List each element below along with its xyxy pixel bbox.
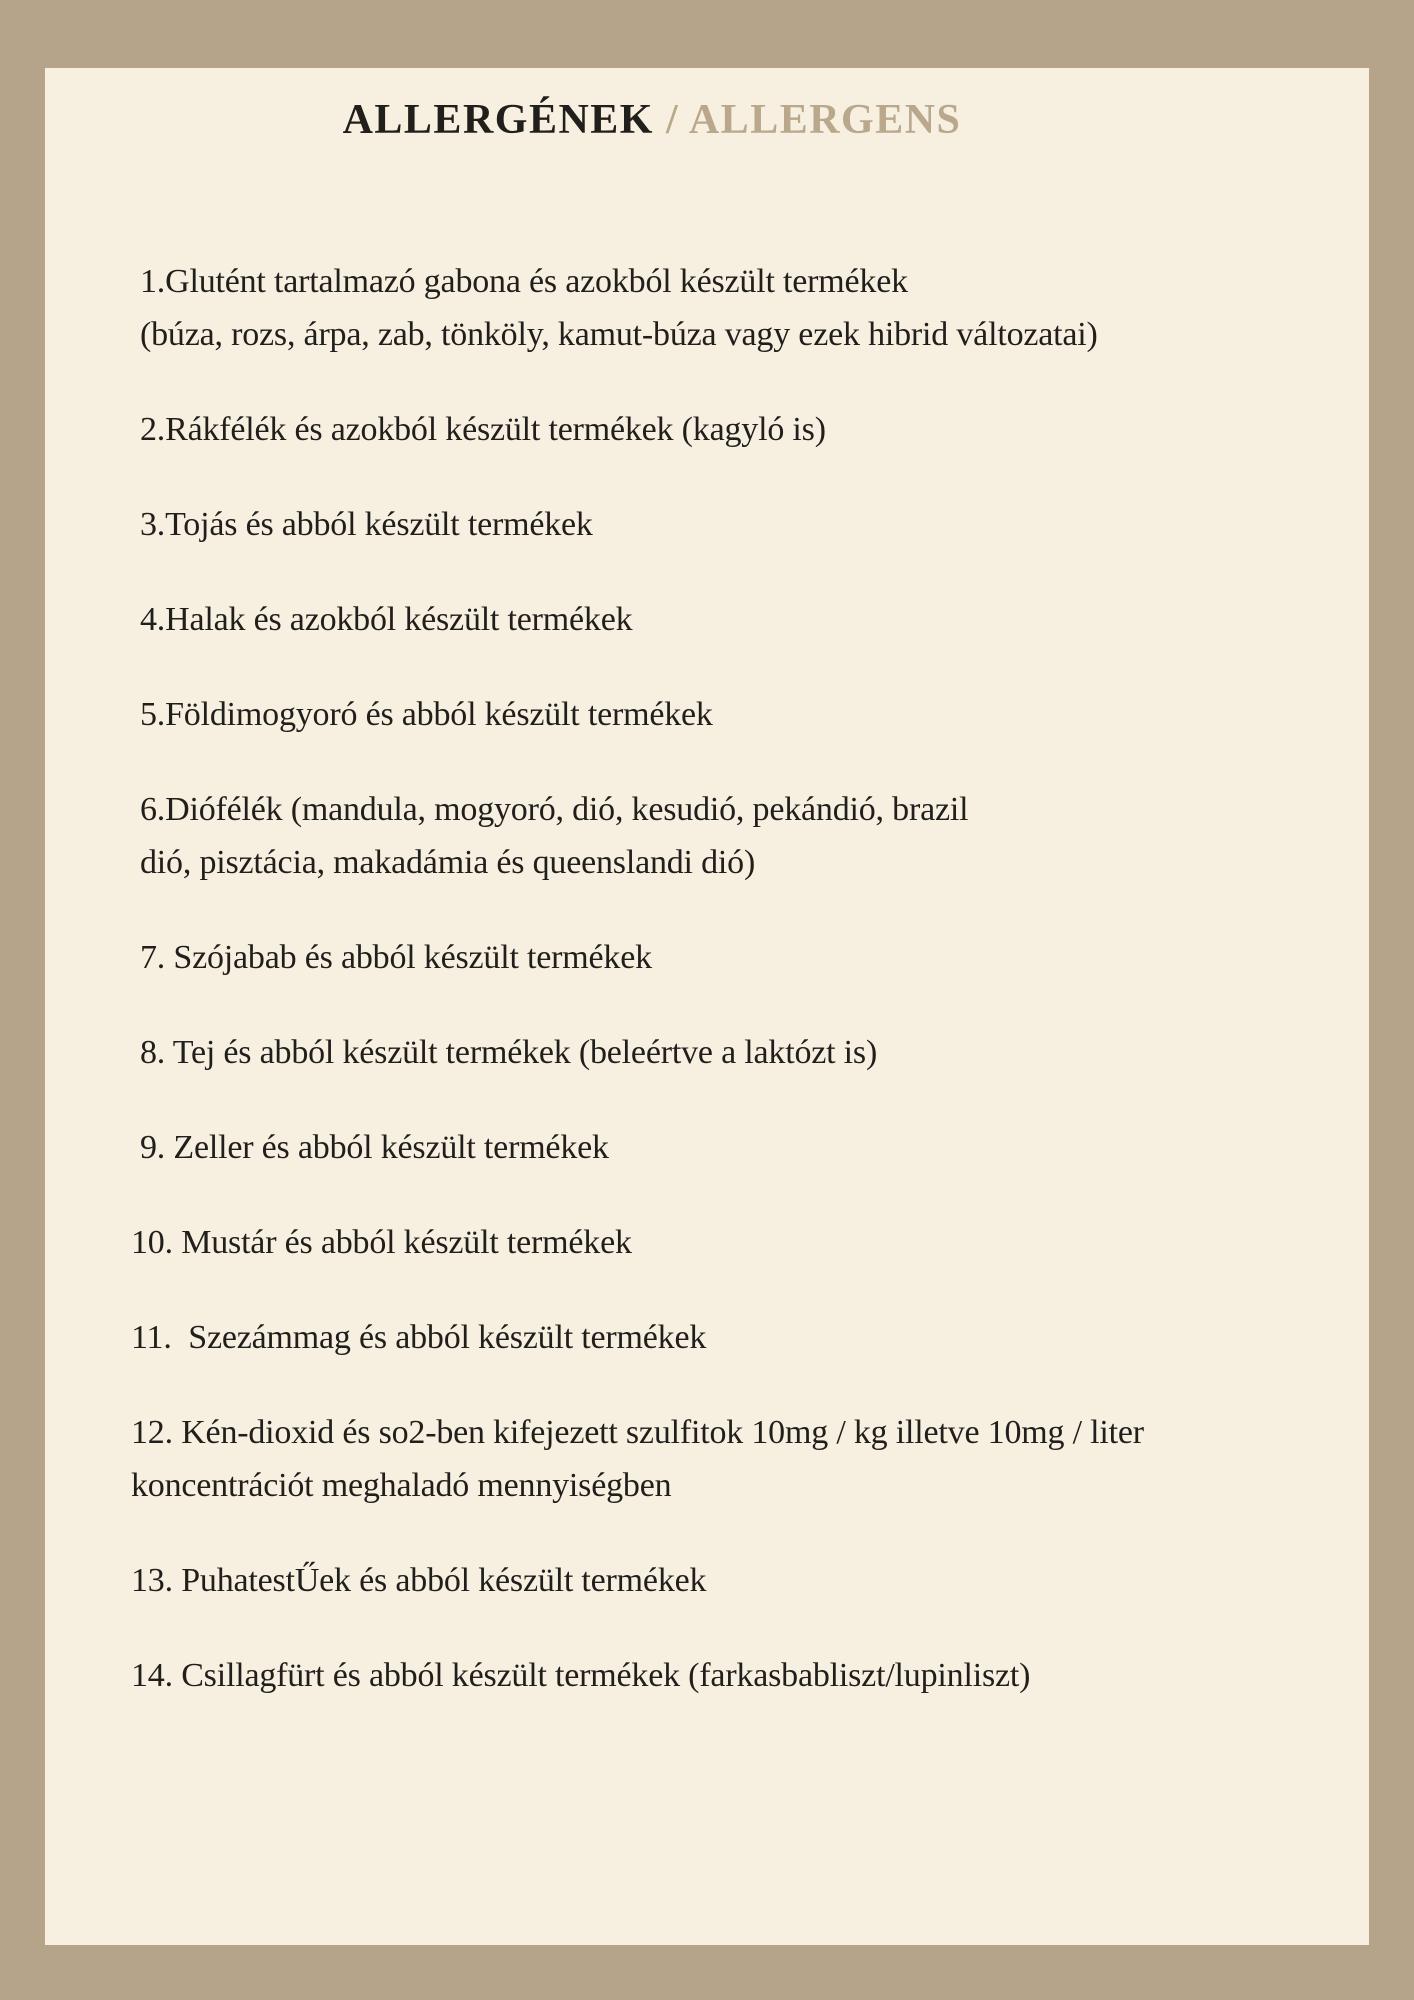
allergen-item-11 [131, 1311, 1369, 1364]
allergen-item-4 [140, 593, 1369, 646]
allergen-item-line: 8. Tej és abból készült termékek (beleértve a laktózt is) [140, 1034, 878, 1071]
allergen-item-line: 2.Rákfélék és azokból készült termékek (kagyló is) [140, 411, 826, 448]
allergen-item-8 [140, 1026, 1369, 1079]
allergen-item-1 [140, 255, 1369, 361]
allergen-item-line: 5.Földimogyoró és abból készült termékek [140, 696, 713, 733]
allergen-item-line: 10. Mustár és abból készült termékek [131, 1224, 632, 1261]
allergen-item-line: 12. Kén-dioxid és so2-ben kifejezett szulfitok 10mg / kg illetve 10mg / liter [131, 1414, 1144, 1451]
allergen-item-2 [140, 403, 1369, 456]
title-hungarian: ALLERGÉNEK [342, 97, 654, 143]
allergen-item-line: 9. Zeller és abból készült termékek [140, 1129, 609, 1166]
page-title [45, 95, 1259, 145]
paper-sheet [45, 68, 1369, 1945]
title-english: ALLERGENS [688, 97, 962, 143]
allergen-item-line: 7. Szójabab és abból készült termékek [140, 939, 652, 976]
allergen-item-6 [140, 783, 1369, 889]
allergen-item-10 [131, 1216, 1369, 1269]
allergen-item-line: 11. Szezámmag és abból készült termékek [131, 1319, 707, 1356]
allergen-item-line: 1.Glutént tartalmazó gabona és azokból készült termékek [140, 263, 908, 300]
allergen-item-line: 14. Csillagfürt és abból készült termékek (farkasbabliszt/lupinliszt) [131, 1657, 1031, 1694]
allergen-item-14 [131, 1649, 1369, 1702]
allergen-item-7 [140, 931, 1369, 984]
allergen-list [45, 255, 1369, 1702]
allergen-item-line: 4.Halak és azokból készült termékek [140, 601, 633, 638]
allergen-item-line: 6.Diófélék (mandula, mogyoró, dió, kesudió, pekándió, brazil [140, 791, 969, 828]
allergen-item-line: (búza, rozs, árpa, zab, tönköly, kamut-búza vagy ezek hibrid változatai) [140, 316, 1098, 353]
allergen-item-5 [140, 688, 1369, 741]
allergen-item-line: 3.Tojás és abból készült termékek [140, 506, 593, 543]
allergen-item-12 [131, 1406, 1369, 1512]
allergen-item-line: koncentrációt meghaladó mennyiségben [131, 1467, 672, 1504]
title-separator: / [653, 97, 689, 143]
allergen-item-3 [140, 498, 1369, 551]
allergen-item-line: 13. PuhatestŰek és abból készült termékek [131, 1562, 707, 1599]
allergen-item-line: dió, pisztácia, makadámia és queenslandi dió) [140, 844, 756, 881]
allergen-item-13 [131, 1554, 1369, 1607]
allergen-item-9 [140, 1121, 1369, 1174]
